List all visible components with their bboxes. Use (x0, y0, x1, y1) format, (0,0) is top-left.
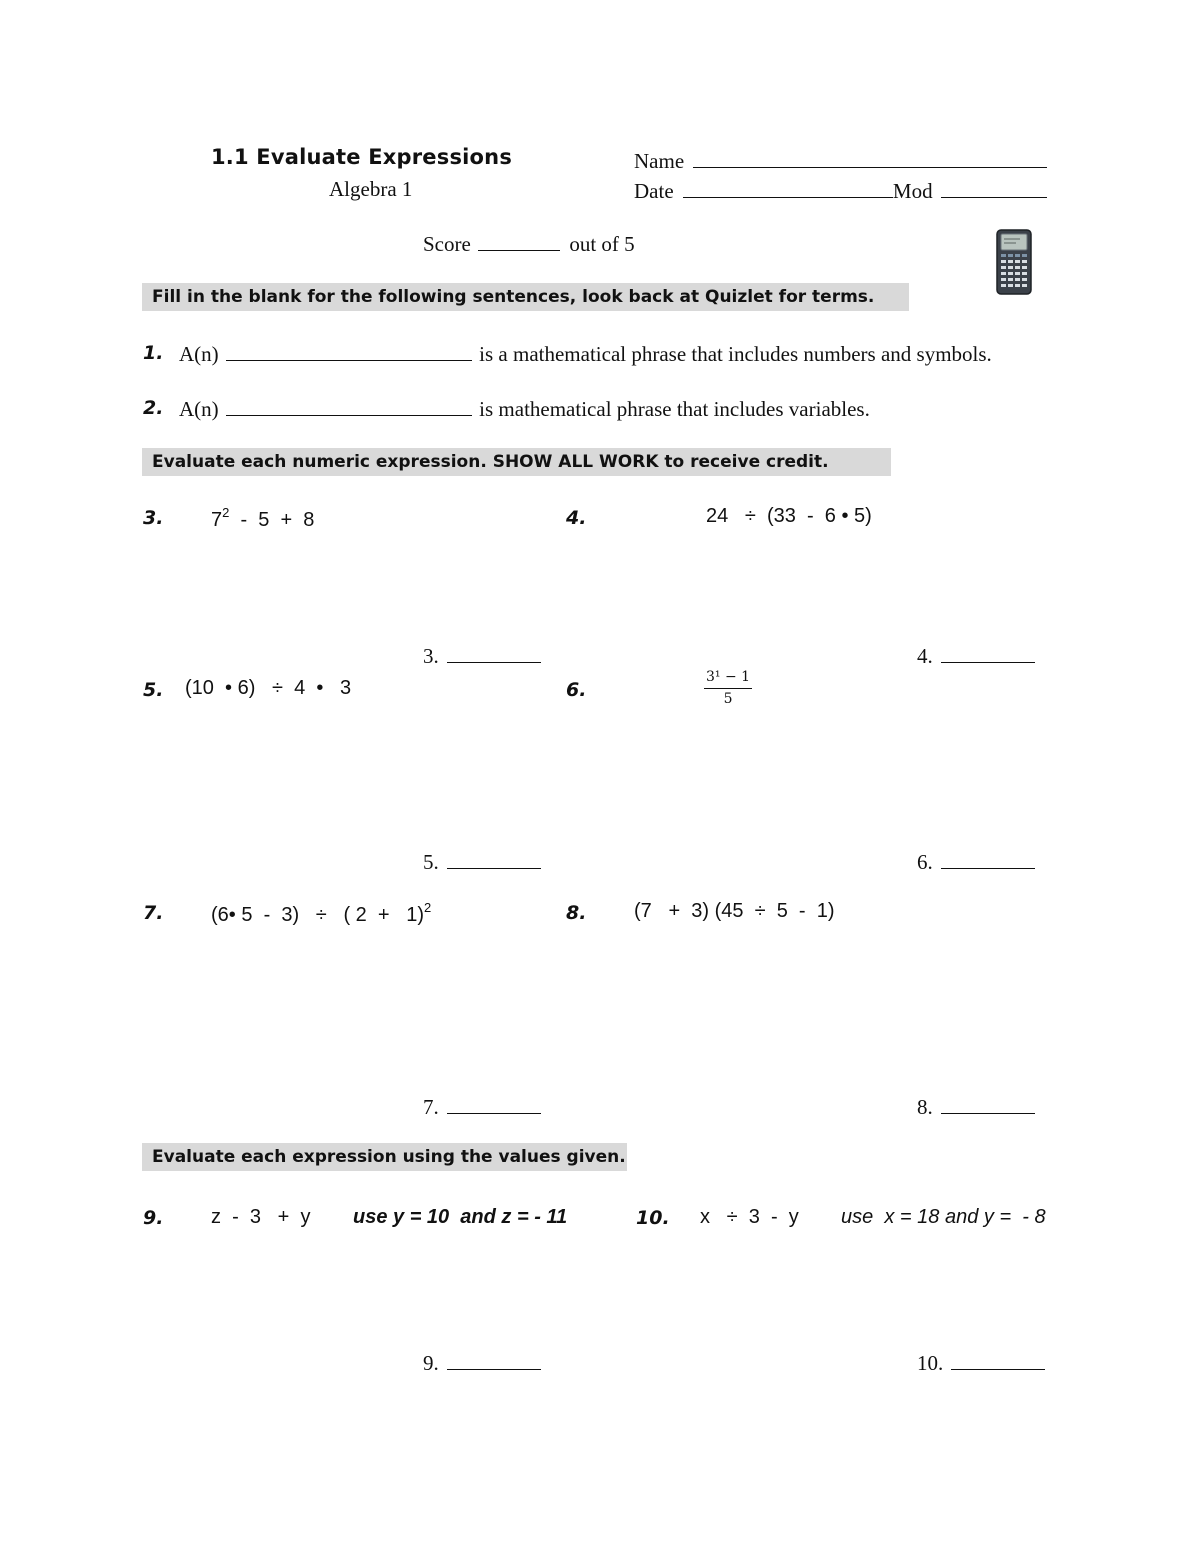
score-suffix: out of 5 (569, 232, 635, 256)
fraction-denominator: 5 (723, 691, 733, 707)
fraction-numerator: 3¹ − 1 (704, 669, 752, 689)
date-label: Date (634, 179, 674, 203)
question-number: 5. (143, 679, 164, 701)
fraction-6 (704, 669, 752, 707)
answer-blank[interactable] (941, 1093, 1035, 1114)
answer-line-9[interactable] (423, 1349, 541, 1376)
answer-label: 6. (917, 850, 933, 874)
expression-3 (211, 505, 314, 532)
score-blank[interactable] (478, 230, 560, 251)
answer-label: 5. (423, 850, 439, 874)
section-values-banner: Evaluate each expression using the values given. (142, 1143, 627, 1171)
question-1 (179, 340, 992, 367)
expression-10: x ÷ 3 - y (700, 1206, 799, 1228)
answer-blank[interactable] (447, 1093, 541, 1114)
question-number: 9. (143, 1207, 164, 1229)
name-field[interactable] (634, 147, 1047, 174)
page-title: 1.1 Evaluate Expressions (211, 145, 513, 169)
question-number: 7. (143, 902, 164, 924)
question-2 (179, 395, 870, 422)
date-field[interactable] (634, 177, 1047, 204)
question-prefix: A(n) (179, 397, 219, 421)
answer-line-6[interactable] (917, 848, 1035, 875)
answer-label: 4. (917, 644, 933, 668)
question-number: 6. (566, 679, 587, 701)
answer-label: 3. (423, 644, 439, 668)
answer-blank-1[interactable] (226, 340, 472, 361)
section-fill-in-banner: Fill in the blank for the following sentences, look back at Quizlet for terms. (142, 283, 909, 311)
answer-blank[interactable] (447, 848, 541, 869)
course-subtitle: Algebra 1 (329, 177, 413, 201)
expression-9: z - 3 + y (211, 1206, 311, 1228)
answer-blank[interactable] (941, 848, 1035, 869)
mod-blank[interactable] (941, 177, 1047, 198)
expr-exponent: 2 (424, 900, 432, 915)
expression-7 (211, 900, 431, 927)
expr-body: (6• 5 - 3) ÷ ( 2 + 1) (211, 904, 425, 926)
condition-10: use x = 18 and y = - 8 (841, 1206, 1046, 1228)
question-text: is mathematical phrase that includes variables. (479, 397, 870, 421)
answer-line-4[interactable] (917, 642, 1035, 669)
answer-line-3[interactable] (423, 642, 541, 669)
answer-line-8[interactable] (917, 1093, 1035, 1120)
name-blank[interactable] (693, 147, 1047, 168)
answer-label: 10. (917, 1351, 944, 1375)
answer-blank[interactable] (941, 642, 1035, 663)
score-field (423, 230, 635, 257)
question-number: 10. (636, 1207, 670, 1229)
expr-rest: - 5 + 8 (229, 509, 315, 531)
answer-line-5[interactable] (423, 848, 541, 875)
question-number: 3. (143, 507, 164, 529)
answer-line-7[interactable] (423, 1093, 541, 1120)
answer-blank[interactable] (951, 1349, 1045, 1370)
question-number: 4. (566, 507, 587, 529)
calculator-icon (996, 229, 1032, 295)
answer-line-10[interactable] (917, 1349, 1045, 1376)
section-numeric-banner: Evaluate each numeric expression. SHOW ALL WORK to receive credit. (142, 448, 891, 476)
question-number: 2. (143, 397, 164, 419)
name-label: Name (634, 149, 685, 173)
expression-4: 24 ÷ (33 - 6 • 5) (706, 505, 872, 527)
answer-label: 7. (423, 1095, 439, 1119)
answer-blank[interactable] (447, 642, 541, 663)
answer-blank-2[interactable] (226, 395, 472, 416)
condition-9: use y = 10 and z = - 11 (353, 1206, 568, 1228)
question-number: 1. (143, 342, 164, 364)
expr-base: 7 (211, 509, 223, 531)
expression-8: (7 + 3) (45 ÷ 5 - 1) (634, 900, 835, 922)
question-number: 8. (566, 902, 587, 924)
expr-exponent: 2 (222, 505, 230, 520)
score-label: Score (423, 232, 471, 256)
answer-blank[interactable] (447, 1349, 541, 1370)
mod-label: Mod (892, 179, 933, 203)
expression-5: (10 • 6) ÷ 4 • 3 (185, 677, 352, 699)
question-prefix: A(n) (179, 342, 219, 366)
date-blank[interactable] (683, 177, 893, 198)
question-text: is a mathematical phrase that includes numbers and symbols. (479, 342, 992, 366)
answer-label: 9. (423, 1351, 439, 1375)
answer-label: 8. (917, 1095, 933, 1119)
